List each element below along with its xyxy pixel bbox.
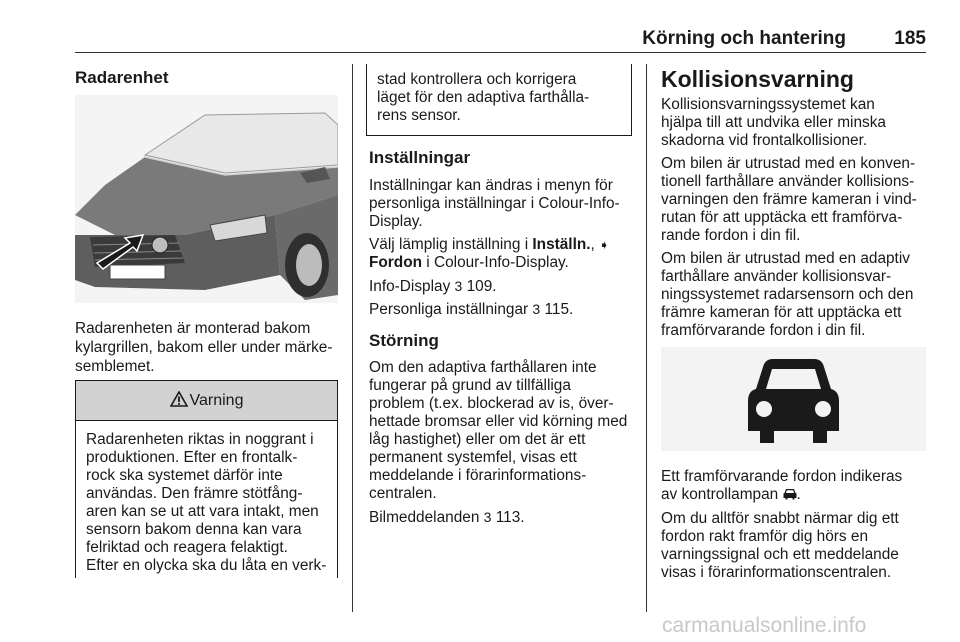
radar-caption-line: Radarenheten är monterad bakom xyxy=(75,320,311,337)
page-reference-icon: 3 xyxy=(532,301,541,317)
xref-page: 115. xyxy=(544,301,574,318)
cross-reference-info-display xyxy=(369,277,497,297)
collision-adaptive-line: ningssystemet radarsensorn och den xyxy=(661,286,914,303)
warning-line: sensorn bakom denna kan vara xyxy=(86,521,302,538)
page-number: 185 xyxy=(894,28,926,49)
approach-warning-line: Om du alltför snabbt närmar dig ett xyxy=(661,510,899,527)
indicator-text: av kontrollampan xyxy=(661,486,779,503)
warning-line: rock ska systemet därför inte xyxy=(86,467,283,484)
menu-arrow-icon: ➧ xyxy=(599,238,610,252)
car-front-illustration xyxy=(75,95,338,303)
collision-adaptive-line: farthållare använder kollisionsvar- xyxy=(661,268,892,285)
menu-path-separator: , xyxy=(590,236,600,253)
warning-line: felriktad och reagera felaktigt. xyxy=(86,539,288,556)
xref-page: 113. xyxy=(495,509,525,526)
approach-warning-line: visas i förarinformationscentralen. xyxy=(661,564,892,581)
settings-instruction xyxy=(369,236,609,255)
warning-label: Varning xyxy=(189,392,244,409)
fault-line: problem (t.ex. blockerad av is, över- xyxy=(369,395,614,412)
collision-adaptive-line: framförvarande fordon i din fil. xyxy=(661,322,866,339)
section-heading-settings: Inställningar xyxy=(369,148,471,167)
warning-line: användas. Den främre stötfång- xyxy=(86,485,303,502)
xref-text: Info-Display xyxy=(369,278,451,295)
menu-path-settings: Inställn. xyxy=(532,236,591,253)
cross-reference-personal-settings xyxy=(369,300,573,320)
collision-conventional-line: varningen den främre kameran i vind- xyxy=(661,191,917,208)
column-divider xyxy=(352,64,353,612)
settings-line: Inställningar kan ändras i menyn för xyxy=(369,177,613,194)
warning-box-continued xyxy=(366,64,632,136)
warning-continued-line: läget för den adaptiva farthålla- xyxy=(377,89,590,106)
fault-line: hettade bromsar eller vid körning med xyxy=(369,413,628,430)
collision-intro-line: Kollisionsvarningssystemet kan xyxy=(661,96,875,113)
warning-continued-line: stad kontrollera och korrigera xyxy=(377,71,577,88)
collision-intro-line: hjälpa till att undvika eller minska xyxy=(661,114,886,131)
cross-reference-vehicle-messages xyxy=(369,508,525,528)
warning-header xyxy=(76,381,337,421)
xref-page: 109. xyxy=(466,278,497,295)
radar-caption-line: kylargrillen, bakom eller under märke- xyxy=(75,339,333,356)
section-heading-fault: Störning xyxy=(369,331,439,350)
collision-adaptive-line: Om bilen är utrustad med en adaptiv xyxy=(661,250,910,267)
fault-line: Om den adaptiva farthållaren inte xyxy=(369,359,597,376)
collision-intro-line: skadorna vid frontalkollisioner. xyxy=(661,132,868,149)
fault-line: meddelande i förarinformations- xyxy=(369,467,587,484)
collision-conventional-line: rande fordon i din fil. xyxy=(661,227,801,244)
column-divider xyxy=(646,64,647,612)
approach-warning-line: varningssignal och ett meddelande xyxy=(661,546,899,563)
radar-caption-line: semblemet. xyxy=(75,358,155,375)
xref-text: Bilmeddelanden xyxy=(369,509,480,526)
settings-instruction-cont xyxy=(369,254,569,273)
xref-text: Personliga inställningar xyxy=(369,301,529,318)
fault-line: låg hastighet) eller om det är ett xyxy=(369,431,586,448)
indicator-period: . xyxy=(796,486,801,503)
collision-conventional-line: Om bilen är utrustad med en konven- xyxy=(661,155,916,172)
warning-continued-line: rens sensor. xyxy=(377,107,461,124)
collision-conventional-line: rutan för att upptäcka ett framförva- xyxy=(661,209,903,226)
indicator-line-with-icon xyxy=(661,486,801,505)
collision-conventional-line: tionell farthållare använder kollisions- xyxy=(661,173,915,190)
settings-instruction-text: i Colour-Info-Display. xyxy=(422,254,569,271)
indicator-line: Ett framförvarande fordon indikeras xyxy=(661,468,903,485)
approach-warning-line: fordon rakt framför dig hörs en xyxy=(661,528,869,545)
fault-line: permanent systemfel, visas ett xyxy=(369,449,577,466)
fault-line: fungerar på grund av tillfälliga xyxy=(369,377,571,394)
warning-triangle-icon xyxy=(170,391,188,407)
warning-line: Radarenheten riktas in noggrant i xyxy=(86,431,314,448)
section-heading-collision-warning: Kollisionsvarning xyxy=(661,66,854,92)
vehicle-ahead-icon xyxy=(661,347,926,451)
warning-line: aren kan se ut att vara intakt, men xyxy=(86,503,319,520)
fault-line: centralen. xyxy=(369,485,437,502)
page-reference-icon: 3 xyxy=(483,509,492,525)
settings-instruction-text: Välj lämplig inställning i xyxy=(369,236,533,253)
running-header: Körning och hantering xyxy=(642,28,846,49)
vehicle-ahead-small-icon xyxy=(783,488,797,500)
vehicle-ahead-indicator-panel xyxy=(661,347,926,451)
warning-box xyxy=(75,380,338,578)
warning-line: Efter en olycka ska du låta en verk- xyxy=(86,557,327,574)
radar-unit-car-illustration xyxy=(75,95,338,303)
settings-line: Display. xyxy=(369,213,423,230)
section-heading-radar: Radarenhet xyxy=(75,68,169,87)
header-rule xyxy=(75,52,926,53)
page-reference-icon: 3 xyxy=(454,278,463,294)
watermark: carmanualsonline.info xyxy=(662,614,867,637)
warning-line: produktionen. Efter en frontalk- xyxy=(86,449,298,466)
menu-path-vehicle: Fordon xyxy=(369,254,422,271)
settings-line: personliga inställningar i Colour-Info- xyxy=(369,195,620,212)
collision-adaptive-line: främre kameran för att upptäcka ett xyxy=(661,304,902,321)
